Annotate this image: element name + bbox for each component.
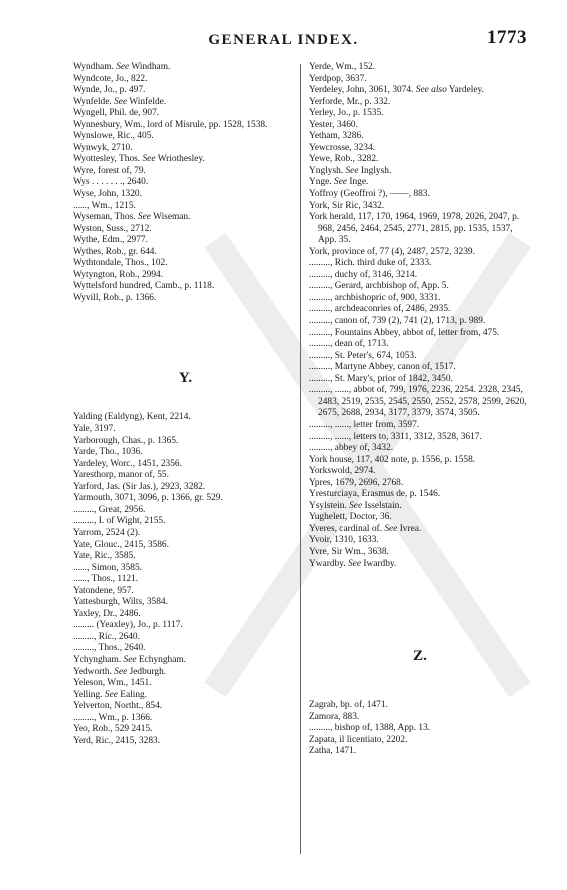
cross-reference-label: See	[104, 689, 118, 700]
index-entry-text: Wythtondale, Thos., 102.	[73, 258, 168, 269]
index-entry-text: Yate, Ric., 3585.	[73, 551, 136, 562]
index-entry-text: Wynfelde.	[73, 96, 112, 107]
index-entry	[309, 547, 531, 559]
index-entry-text: Wynde, Jo., p. 497.	[73, 85, 146, 96]
cross-reference-label: See	[123, 654, 137, 665]
index-entry	[309, 212, 531, 247]
index-entry	[73, 586, 298, 598]
index-entry-text: Yerdeley, John, 3061, 3074.	[309, 85, 414, 96]
index-entry	[309, 385, 531, 420]
index-entry	[73, 235, 298, 247]
index-entry	[309, 362, 531, 374]
index-entry-text: Yvoir, 1310, 1633.	[309, 535, 379, 546]
index-entry	[73, 574, 298, 586]
index-entry	[309, 512, 531, 524]
index-entry-text: Wyttelsford hundred, Camb., p. 1118.	[73, 281, 215, 292]
index-entry	[73, 701, 298, 713]
index-entry-text: Wytyngton, Rob., 2994.	[73, 269, 164, 280]
index-entry-text: ........., Great, 2956.	[73, 504, 146, 515]
index-entry-text: ......, Simon, 3585.	[73, 562, 143, 573]
index-entry-text: Ychyngham.	[73, 654, 122, 665]
cross-reference-label: See	[114, 96, 128, 107]
cross-reference-label: See	[142, 154, 156, 165]
cross-reference-label: See	[334, 177, 348, 188]
index-entry-text: York, Sir Ric, 3432.	[309, 200, 385, 211]
index-entry	[309, 339, 531, 351]
index-entry-text: Yetham, 3286.	[309, 131, 364, 142]
index-entry	[73, 505, 298, 517]
cross-reference-label: See	[349, 500, 363, 511]
index-entry	[73, 655, 298, 667]
index-entry	[309, 535, 531, 547]
index-entry	[73, 632, 298, 644]
index-entry	[73, 459, 298, 471]
index-entry	[73, 258, 298, 270]
index-entry-text: Yarmouth, 3071, 3096, p. 1366, gr. 529.	[73, 493, 223, 504]
index-entry	[309, 258, 531, 270]
index-entry-text: Yatondene, 957.	[73, 585, 134, 596]
index-entry-text: Yaxley, Dr., 2486.	[73, 608, 141, 619]
index-block-y-continued	[309, 62, 531, 570]
index-entry-text: ......... (Yeaxley), Jo., p. 1117.	[73, 620, 183, 631]
index-entry	[309, 501, 531, 513]
index-entry-text: Wyseman, Thos.	[73, 212, 136, 223]
index-entry	[309, 466, 531, 478]
index-entry-text: ........., canon of, 739 (2), 741 (2), 1713, p. 989.	[309, 316, 486, 327]
index-entry-text: ........., St. Mary's, prior of 1842, 3450.	[309, 373, 453, 384]
index-entry	[309, 328, 531, 340]
index-entry-text: Wynwyk, 2710.	[73, 142, 133, 153]
index-entry	[73, 528, 298, 540]
section-heading-y: Y.	[178, 370, 193, 387]
index-entry-text: Wythes, Rob., gr. 644.	[73, 246, 157, 257]
index-entry	[309, 189, 531, 201]
index-entry-text: Zamora, 883.	[309, 711, 360, 722]
index-entry	[73, 412, 298, 424]
index-entry	[73, 143, 298, 155]
index-entry	[309, 712, 531, 724]
index-entry	[309, 154, 531, 166]
index-entry-text: Yate, Glouc., 2415, 3586.	[73, 539, 169, 550]
index-entry	[309, 478, 531, 490]
index-entry	[309, 304, 531, 316]
cross-reference-target: Wiseman.	[153, 212, 191, 223]
index-entry	[309, 735, 531, 747]
index-entry	[309, 120, 531, 132]
index-entry	[73, 597, 298, 609]
index-entry-text: Yerdpop, 3637.	[309, 73, 367, 84]
cross-reference-label: See	[384, 523, 398, 534]
index-entry-text: ........., Martyne Abbey, canon of, 1517.	[309, 362, 456, 373]
cross-reference-target: Wriothesley.	[157, 154, 205, 165]
index-entry	[73, 713, 298, 725]
index-entry	[309, 143, 531, 155]
index-entry	[309, 177, 531, 189]
running-title: GENERAL INDEX.	[208, 32, 359, 48]
index-entry-text: Yresturciaya, Erasmus de, p. 1546.	[309, 489, 441, 500]
index-entry-text: Wyre, forest of, 79.	[73, 165, 146, 176]
cross-reference-target: Inglysh.	[360, 165, 392, 176]
index-entry	[73, 224, 298, 236]
index-entry	[73, 166, 298, 178]
index-entry-text: Yveres, cardinal of.	[309, 523, 382, 534]
index-entry-text: Zapata, il licentiato, 2202.	[309, 734, 408, 745]
index-entry	[73, 62, 298, 74]
index-entry-text: Yelverton, Northt., 854.	[73, 701, 163, 712]
index-entry-text: Yarrom, 2524 (2).	[73, 527, 141, 538]
index-entry	[309, 374, 531, 386]
page-header	[0, 22, 567, 48]
index-entry-text: ........., Thos., 2640.	[73, 643, 146, 654]
index-entry	[73, 424, 298, 436]
index-entry-text: ........., Ric., 2640.	[73, 631, 140, 642]
index-entry	[309, 746, 531, 758]
index-entry	[73, 120, 298, 132]
index-entry	[73, 247, 298, 259]
index-entry-text: Wynnesbury, Wm., lord of Misrule, pp. 1528, 1538.	[73, 119, 268, 130]
cross-reference-label: See	[116, 62, 130, 72]
index-entry	[73, 436, 298, 448]
index-entry	[73, 620, 298, 632]
index-entry-text: Yarborough, Chas., p. 1365.	[73, 435, 179, 446]
index-entry	[73, 212, 298, 224]
index-entry	[309, 85, 531, 97]
index-entry-text: ........., abbey of, 3432.	[309, 443, 394, 454]
index-entry	[309, 432, 531, 444]
index-entry	[73, 470, 298, 482]
index-entry-text: Wynslowe, Ric., 405.	[73, 131, 154, 142]
index-entry-text: Wys . . . . . . ., 2640.	[73, 177, 149, 188]
index-entry-text: Yarford, Jas. (Sir Jas.), 2923, 3282.	[73, 481, 206, 492]
cross-reference-target: Echyngham.	[138, 654, 186, 665]
index-entry	[309, 97, 531, 109]
cross-reference-target: Inge.	[349, 177, 369, 188]
index-entry-text: York house, 117, 402 note, p. 1556, p. 1558.	[309, 454, 476, 465]
index-block-z	[309, 700, 531, 758]
index-entry-text: Wyndham.	[73, 62, 114, 72]
index-entry	[73, 678, 298, 690]
index-entry	[73, 609, 298, 621]
index-entry-text: Zagrab, bp. of, 1471.	[309, 700, 388, 711]
index-entry	[73, 516, 298, 528]
index-entry-text: Yerde, Wm., 152.	[309, 62, 376, 72]
index-entry	[309, 281, 531, 293]
index-entry-text: Wythe, Edm., 2977.	[73, 235, 148, 246]
index-entry	[73, 736, 298, 748]
index-entry	[309, 62, 531, 74]
index-entry-text: ........., ......, abbot of, 799, 1976, 2236, 2254. 2328, 2345, 2483, 2519, 2535, 2545, 2550, 2552, 2578, 2599, 2620, 2675, 2688, 2934, 3177, 3379, 3574, 3505.	[309, 385, 527, 419]
index-entry-text: Yorkswold, 2974.	[309, 466, 376, 477]
right-column	[309, 62, 531, 758]
index-block-w	[73, 62, 298, 304]
cross-reference-target: Jedburgh.	[129, 666, 167, 677]
index-entry	[73, 85, 298, 97]
index-entry-text: York herald, 117, 170, 1964, 1969, 1978, 2026, 2047, p. 968, 2456, 2464, 2545, 2771, 2815, pp. 1535, 1537, App. 35.	[309, 212, 520, 246]
index-entry-text: ........., Fountains Abbey, abbot of, letter from, 475.	[309, 327, 500, 338]
cross-reference-label: See	[345, 165, 359, 176]
index-entry-text: Yedworth.	[73, 666, 112, 677]
index-entry-text: Yewe, Rob., 3282.	[309, 154, 379, 165]
index-entry	[309, 131, 531, 143]
index-entry-text: Yalding (Ealdyng), Kent, 2214.	[73, 412, 191, 423]
index-entry-text: Yarde, Tho., 1036.	[73, 447, 143, 458]
index-entry	[73, 667, 298, 679]
index-entry-text: ........., archdeaconries of, 2486, 2935.	[309, 304, 451, 315]
index-entry	[73, 724, 298, 736]
index-entry-text: Wyse, John, 1320.	[73, 189, 142, 200]
cross-reference-target: Iwardby.	[363, 558, 397, 569]
index-entry-text: Yelling.	[73, 689, 103, 700]
index-entry-text: ......, Wm., 1215.	[73, 200, 136, 211]
index-entry-text: Yerforde, Mr., p. 332.	[309, 96, 391, 107]
index-entry	[73, 482, 298, 494]
index-entry-text: ........., St. Peter's, 674, 1053.	[309, 350, 417, 361]
index-entry-text: Yardeley, Worc., 1451, 2356.	[73, 458, 182, 469]
index-entry-text: ........., ......, letters to, 3311, 3312, 3528, 3617.	[309, 431, 482, 442]
cross-reference-target: Yardeley.	[448, 85, 484, 96]
index-entry	[73, 74, 298, 86]
index-entry	[73, 108, 298, 120]
index-entry-text: Wyndcote, Jo., 822.	[73, 73, 148, 84]
index-entry	[309, 455, 531, 467]
index-entry-text: ........., Wm., p. 1366.	[73, 712, 153, 723]
index-entry	[73, 189, 298, 201]
index-entry-text: Ypres, 1679, 2696, 2768.	[309, 477, 404, 488]
column-divider	[300, 64, 301, 854]
index-entry	[309, 166, 531, 178]
page-number: 1773	[487, 27, 527, 48]
index-block-y	[73, 412, 298, 747]
index-entry-text: ........., ......, letter from, 3597.	[309, 419, 420, 430]
index-entry-text: Yvre, Sir Wm., 3638.	[309, 546, 389, 557]
cross-reference-target: Ealing.	[120, 689, 148, 700]
index-entry	[309, 723, 531, 735]
index-entry	[309, 443, 531, 455]
index-entry	[73, 154, 298, 166]
index-entry-text: ........., dean of, 1713.	[309, 339, 389, 350]
index-entry	[309, 270, 531, 282]
left-column	[73, 62, 298, 747]
cross-reference-label: See	[347, 558, 361, 569]
section-heading-z: Z.	[413, 648, 427, 665]
index-entry-text: Wyston, Suss., 2712.	[73, 223, 152, 234]
index-entry-text: Ynge.	[309, 177, 332, 188]
index-entry	[309, 247, 531, 259]
index-entry-text: Ynglysh.	[309, 165, 344, 176]
index-entry	[73, 551, 298, 563]
index-entry	[309, 316, 531, 328]
cross-reference-target: Isselstain.	[364, 500, 402, 511]
index-entry	[73, 201, 298, 213]
index-entry-text: Ywardby.	[309, 558, 346, 569]
index-entry	[73, 270, 298, 282]
index-entry-text: Yeo, Rob., 529 2415.	[73, 724, 153, 735]
index-entry	[309, 489, 531, 501]
index-entry	[309, 351, 531, 363]
index-entry	[73, 131, 298, 143]
index-entry	[73, 293, 298, 305]
index-entry-text: Yewcrosse, 3234.	[309, 142, 375, 153]
index-entry	[73, 447, 298, 459]
cross-reference-target: Winfelde.	[129, 96, 167, 107]
index-entry	[309, 559, 531, 571]
index-entry-text: Yughelett, Doctor, 36.	[309, 512, 392, 523]
index-entry-text: ........., Gerard, archbishop of, App. 5.	[309, 281, 449, 292]
index-entry	[309, 108, 531, 120]
index-entry	[309, 293, 531, 305]
cross-reference-target: Ivrea.	[399, 523, 422, 534]
cross-reference-label: See	[114, 666, 128, 677]
index-entry	[309, 700, 531, 712]
index-entry-text: Yerd, Ric., 2415, 3283.	[73, 735, 161, 746]
index-entry-text: Wyottesley, Thos.	[73, 154, 141, 165]
index-entry-text: ........., duchy of, 3146, 3214.	[309, 269, 418, 280]
index-entry	[73, 563, 298, 575]
index-entry	[309, 524, 531, 536]
index-entry	[73, 540, 298, 552]
index-entry	[73, 493, 298, 505]
index-entry	[309, 74, 531, 86]
index-entry	[309, 201, 531, 213]
index-entry-text: ........., I. of Wight, 2155.	[73, 516, 166, 527]
index-entry-text: Yerley, Jo., p. 1535.	[309, 108, 384, 119]
index-entry-text: Ysylstein.	[309, 500, 347, 511]
index-entry-text: Yattesburgh, Wilts, 3584.	[73, 597, 168, 608]
index-entry	[73, 177, 298, 189]
index-entry	[73, 690, 298, 702]
index-entry-text: ........., bishop of, 1388, App. 13.	[309, 723, 431, 734]
index-entry-text: Yeleson, Wm., 1451.	[73, 678, 152, 689]
index-entry-text: Zatha, 1471.	[309, 746, 357, 757]
index-entry	[73, 97, 298, 109]
index-entry-text: ........., archbishopric of, 900, 3331.	[309, 292, 441, 303]
index-entry-text: York, province of, 77 (4), 2487, 2572, 3239.	[309, 246, 475, 257]
index-entry-text: ......, Thos., 1121.	[73, 574, 139, 585]
cross-reference-label: See	[137, 212, 151, 223]
index-entry-text: Yale, 3197.	[73, 424, 116, 435]
cross-reference-target: Windham.	[131, 62, 171, 72]
index-entry	[73, 643, 298, 655]
index-entry-text: ........., Rich. third duke of, 2333.	[309, 258, 432, 269]
index-entry-text: Yester, 3460.	[309, 119, 358, 130]
index-entry-text: Yaresthorp, manor of, 55.	[73, 470, 169, 481]
index-entry-text: Wyngell, Phil. de, 907.	[73, 108, 160, 119]
index-entry	[73, 281, 298, 293]
index-entry-text: Yoffroy (Geoffroi ?), ——, 883.	[309, 189, 430, 200]
index-entry	[309, 420, 531, 432]
index-entry-text: Wyvill, Rob., p. 1366.	[73, 292, 157, 303]
cross-reference-label: See also	[415, 85, 447, 96]
